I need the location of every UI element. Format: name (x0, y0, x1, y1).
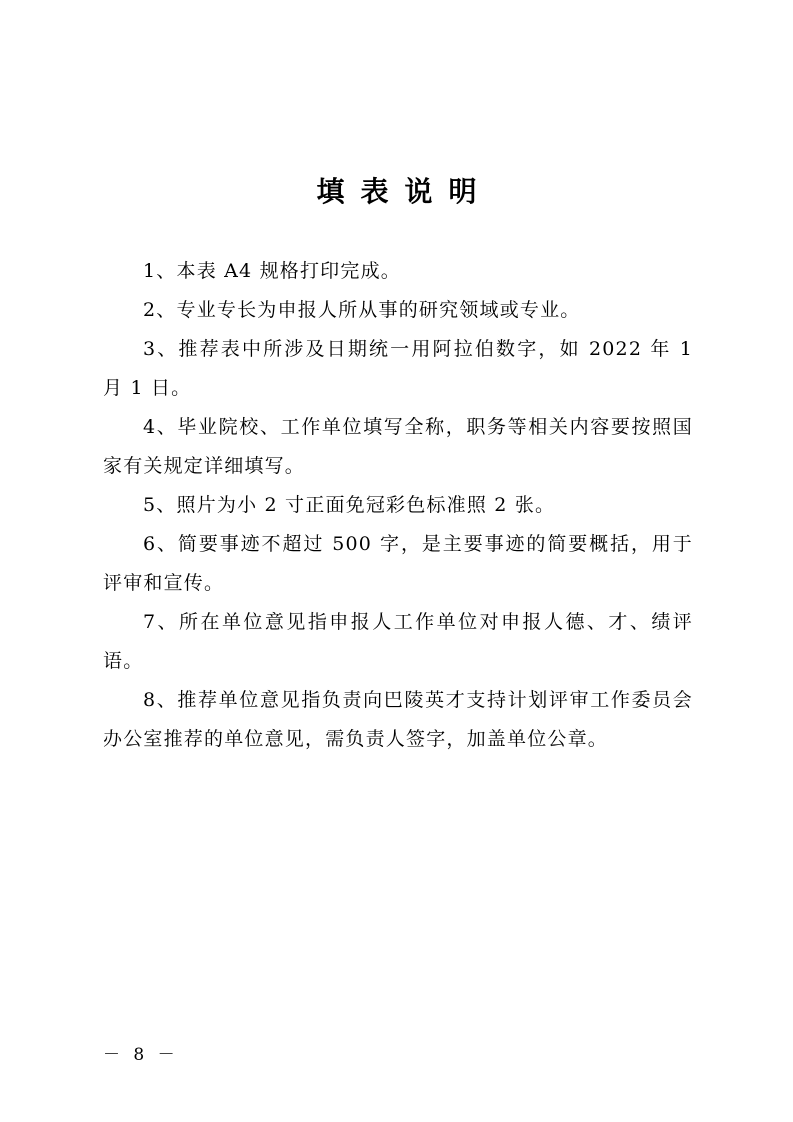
instruction-item: 7、所在单位意见指申报人工作单位对申报人德、才、绩评语。 (103, 611, 693, 672)
instruction-item: 3、推荐表中所涉及日期统一用阿拉伯数字，如 2022 年 1 月 1 日。 (103, 338, 693, 399)
page-number: － 8 － (103, 1045, 179, 1065)
instruction-item: 1、本表 A4 规格打印完成。 (143, 260, 401, 282)
instruction-item: 5、照片为小 2 寸正面免冠彩色标准照 2 张。 (143, 494, 556, 516)
instruction-item: 4、毕业院校、工作单位填写全称，职务等相关内容要按照国家有关规定详细填写。 (103, 416, 693, 477)
instruction-item: 6、简要事迹不超过 500 字，是主要事迹的简要概括，用于评审和宣传。 (103, 533, 693, 594)
instruction-item: 8、推荐单位意见指负责向巴陵英才支持计划评审工作委员会办公室推荐的单位意见，需负责人签字，加盖单位公章。 (103, 689, 693, 750)
instruction-item: 2、专业专长为申报人所从事的研究领域或专业。 (143, 299, 581, 321)
page-title: 填表说明 (316, 175, 493, 208)
instruction-list (103, 252, 693, 759)
